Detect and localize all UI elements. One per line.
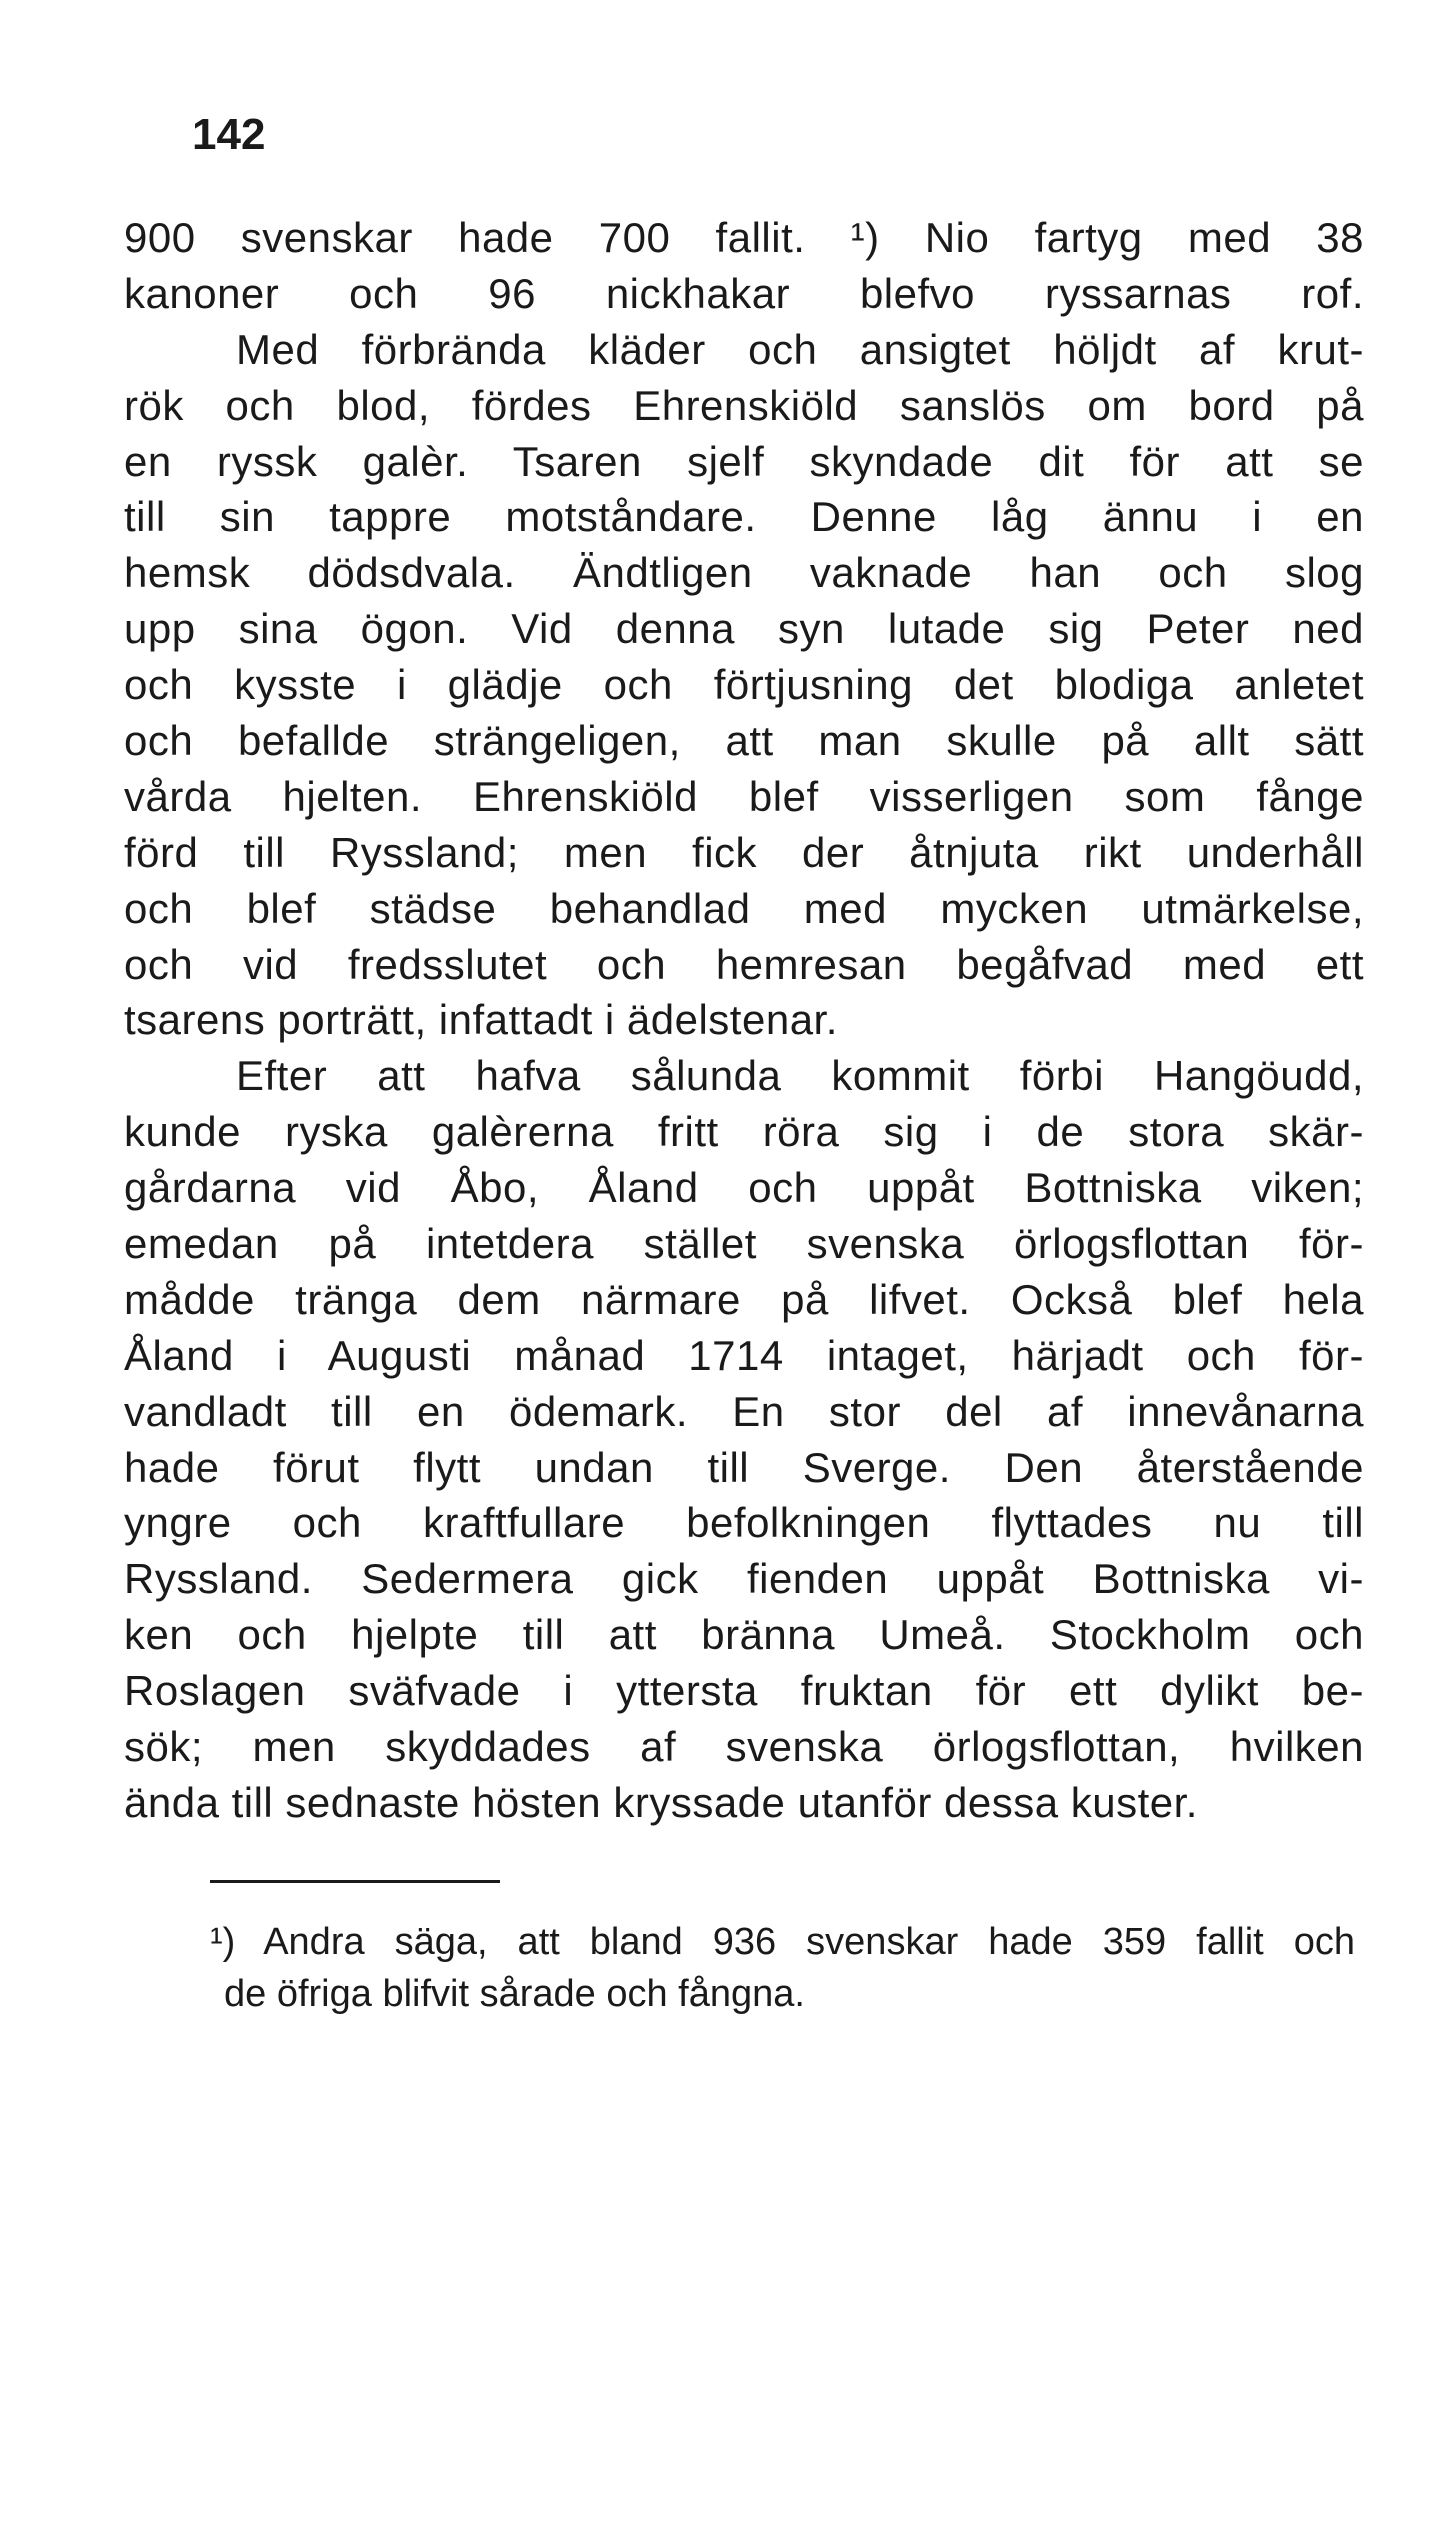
text-line: sök; men skyddades af svenska örlogsflottan, hvilken — [124, 1723, 1364, 1771]
text-line: ken och hjelpte till att bränna Umeå. Stockholm och — [124, 1611, 1364, 1659]
text-line: Efter att hafva sålunda kommit förbi Hangöudd, — [236, 1052, 1364, 1100]
text-line: hade förut flytt undan till Sverge. Den återstående — [124, 1443, 1364, 1491]
text-line: tsarens porträtt, infattadt i ädelstenar. — [124, 996, 838, 1044]
text-line: och blef städse behandlad med mycken utmärkelse, — [124, 884, 1364, 932]
page-number: 142 — [192, 110, 266, 159]
text-line: ända till sednaste hösten kryssade utanför dessa kuster. — [124, 1778, 1198, 1826]
text-line: Med förbrända kläder och ansigtet höljdt af krut- — [236, 325, 1364, 373]
text-line: en ryssk galèr. Tsaren sjelf skyndade dit för att se — [124, 437, 1364, 485]
text-line: emedan på intetdera stället svenska örlogsflottan för- — [124, 1220, 1364, 1268]
text-line: kunde ryska galèrerna fritt röra sig i de stora skär- — [124, 1108, 1364, 1156]
text-line: vårda hjelten. Ehrenskiöld blef visserligen som fånge — [124, 772, 1364, 820]
footnote-line: ¹) Andra säga, att bland 936 svenskar hade 359 fallit och — [210, 1921, 1355, 1963]
text-line: och kysste i glädje och förtjusning det blodiga anletet — [124, 661, 1364, 709]
text-line: rök och blod, fördes Ehrenskiöld sanslös om bord på — [124, 381, 1364, 429]
footnote — [210, 1916, 1355, 2020]
text-line: Åland i Augusti månad 1714 intaget, härjadt och för- — [124, 1331, 1364, 1379]
text-line: mådde tränga dem närmare på lifvet. Också blef hela — [124, 1275, 1364, 1323]
text-line: upp sina ögon. Vid denna syn lutade sig Peter ned — [124, 605, 1364, 653]
text-line: gårdarna vid Åbo, Åland och uppåt Bottniska viken; — [124, 1164, 1364, 1212]
text-line: 900 svenskar hade 700 fallit. ¹) Nio fartyg med 38 — [124, 214, 1364, 261]
footnote-line: de öfriga blifvit sårade och fångna. — [224, 1973, 805, 2015]
text-line: och vid fredsslutet och hemresan begåfvad med ett — [124, 940, 1364, 988]
text-line: kanoner och 96 nickhakar blefvo ryssarnas rof. — [124, 269, 1364, 317]
text-line: förd till Ryssland; men fick der åtnjuta rikt underhåll — [124, 828, 1364, 876]
body-text — [124, 210, 1364, 1831]
footnote-divider — [210, 1880, 500, 1883]
text-line: och befallde strängeligen, att man skulle på allt sätt — [124, 717, 1364, 765]
text-line: yngre och kraftfullare befolkningen flyttades nu till — [124, 1499, 1364, 1547]
text-line: till sin tappre motståndare. Denne låg ännu i en — [124, 493, 1364, 541]
text-line: hemsk dödsdvala. Ändtligen vaknade han och slog — [124, 549, 1364, 597]
text-line: vandladt till en ödemark. En stor del af innevånarna — [124, 1387, 1364, 1435]
text-line: Roslagen sväfvade i yttersta fruktan för ett dylikt be- — [124, 1667, 1364, 1715]
text-line: Ryssland. Sedermera gick fienden uppåt Bottniska vi- — [124, 1555, 1364, 1603]
